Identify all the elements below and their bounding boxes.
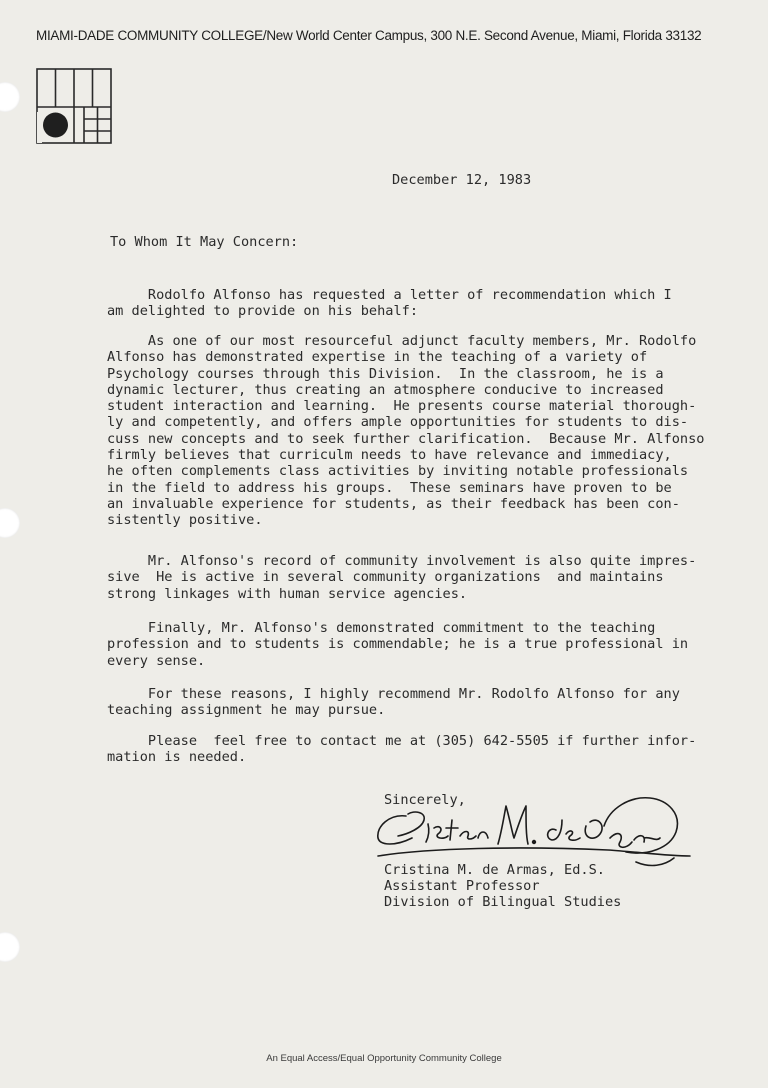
punch-hole-middle bbox=[0, 508, 20, 538]
college-logo bbox=[36, 68, 112, 144]
paragraph-community: Mr. Alfonso's record of community involvement is also quite impres- sive He is active in several community organizations and maintains strong linkages with human service agencies. bbox=[107, 553, 697, 602]
closing: Sincerely, bbox=[384, 792, 466, 808]
paragraph-commitment: Finally, Mr. Alfonso's demonstrated commitment to the teaching profession and to students is commendable; he is a true professional in every sense. bbox=[107, 620, 689, 669]
letter-date: December 12, 1983 bbox=[392, 172, 532, 188]
letterhead-address: MIAMI-DADE COMMUNITY COLLEGE/New World Center Campus, 300 N.E. Second Avenue, Miami, Florida 33132 bbox=[36, 28, 702, 43]
signer-name: Cristina M. de Armas, Ed.S. bbox=[384, 862, 605, 878]
signer-title: Assistant Professor bbox=[384, 878, 540, 894]
salutation: To Whom It May Concern: bbox=[110, 234, 299, 250]
signer-department: Division of Bilingual Studies bbox=[384, 894, 622, 910]
paragraph-contact: Please feel free to contact me at (305) 642-5505 if further infor- mation is needed. bbox=[107, 733, 697, 766]
punch-hole-top bbox=[0, 82, 20, 112]
footer-statement: An Equal Access/Equal Opportunity Community College bbox=[266, 1053, 502, 1064]
punch-hole-bottom bbox=[0, 932, 20, 962]
paragraph-recommendation: For these reasons, I highly recommend Mr. Rodolfo Alfonso for any teaching assignment he may pursue. bbox=[107, 686, 680, 719]
paragraph-teaching: As one of our most resourceful adjunct faculty members, Mr. Rodolfo Alfonso has demonstrated expertise in the teaching of a variety of Psychology courses through this Division. In the classroom, he is a dynamic lecturer, thus creating an atmosphere conducive to increased student interaction and learning. He presents course material thorough- ly and competently, and offers ample opportunities for students to dis- cuss new concepts and to seek further clarification. Because Mr. Alfonso firmly believes that curriculm needs to have relevance and immediacy, he often complements class activities by inviting notable professionals in the field to address his groups. These seminars have proven to be an invaluable experience for students, as their feedback has been con- sistently positive. bbox=[107, 333, 705, 529]
paragraph-intro: Rodolfo Alfonso has requested a letter of recommendation which I am delighted to provide on his behalf: bbox=[107, 287, 672, 320]
